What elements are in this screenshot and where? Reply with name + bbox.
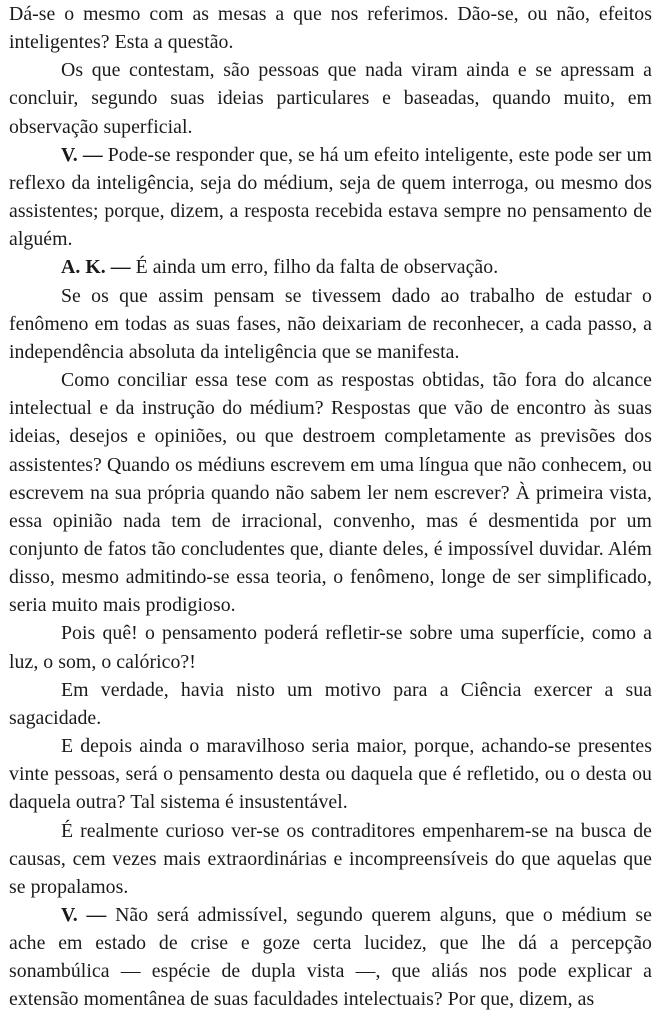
- paragraph-text: Em verdade, havia nisto um motivo para a Ciência exercer a sua sagacidade.: [9, 678, 652, 729]
- paragraph: [9, 56, 652, 140]
- paragraph-text: É realmente curioso ver-se os contraditores empenharem-se na busca de causas, cem vezes mais extraordinárias e incompreensíveis do que aquelas que se propalamos.: [9, 819, 652, 898]
- document-page: [9, 0, 652, 1014]
- paragraph-text: Como conciliar essa tese com as respostas obtidas, tão fora do alcance intelectual e da instrução do médium? Respostas que vão de encontro às suas ideias, desejos e opiniões, ou que destroem completamente as previsões dos assistentes? Quando os médiuns escrevem em uma língua que não conhecem, ou escrevem na sua própria quando não sabem ler nem escrever? À primeira vista, essa opinião nada tem de irracional, convenho, mas é desmentida por um conjunto de fatos tão concludentes que, diante deles, é impossível duvidar. Além disso, mesmo admitindo-se essa teoria, o fenômeno, longe de ser simplificado, seria muito mais prodigioso.: [9, 369, 652, 617]
- paragraph-text: É ainda um erro, filho da falta de observação.: [130, 256, 499, 279]
- paragraph: [9, 141, 652, 254]
- paragraph: [9, 366, 652, 619]
- paragraph: [9, 676, 652, 732]
- paragraph: [9, 253, 652, 281]
- paragraph-text: Pois quê! o pensamento poderá refletir-se sobre uma superfície, como a luz, o som, o calórico?!: [9, 622, 652, 673]
- paragraph: [9, 901, 652, 1014]
- paragraph: [9, 282, 652, 366]
- paragraph: [9, 619, 652, 675]
- paragraph-text: E depois ainda o maravilhoso seria maior, porque, achando-se presentes vinte pessoas, será o pensamento desta ou daquela que é refletido, ou o desta ou daquela outra? Tal sistema é insustentável.: [9, 735, 652, 814]
- paragraph-text: Não será admissível, segundo querem alguns, que o médium se ache em estado de crise e goze certa lucidez, que lhe dá a percepção sonambúlica — espécie de dupla vista —, que aliás nos pode explicar a extensão momentânea de suas faculdades intelectuais? Por que, dizem, as: [9, 904, 652, 1011]
- paragraph-text: Os que contestam, são pessoas que nada viram ainda e se apressam a concluir, segundo suas ideias particulares e baseadas, quando muito, em observação superficial.: [9, 59, 652, 138]
- paragraph-text: Se os que assim pensam se tivessem dado ao trabalho de estudar o fenômeno em todas as suas fases, não deixariam de reconhecer, a cada passo, a independência absoluta da inteligência que se manifesta.: [9, 284, 652, 363]
- paragraph-text: Pode-se responder que, se há um efeito inteligente, este pode ser um reflexo da inteligência, seja do médium, seja de quem interroga, ou mesmo dos assistentes; porque, dizem, a resposta recebida estava sempre no pensamento de alguém.: [9, 143, 652, 251]
- paragraph: [9, 732, 652, 816]
- paragraph: [9, 0, 652, 56]
- speaker-label: V. —: [61, 143, 103, 166]
- paragraph: [9, 817, 652, 901]
- speaker-label: V. —: [61, 904, 107, 926]
- speaker-label: A. K. —: [61, 256, 131, 279]
- paragraph-text: Dá-se o mesmo com as mesas a que nos referimos. Dão-se, ou não, efeitos inteligentes? Esta a questão.: [9, 3, 652, 54]
